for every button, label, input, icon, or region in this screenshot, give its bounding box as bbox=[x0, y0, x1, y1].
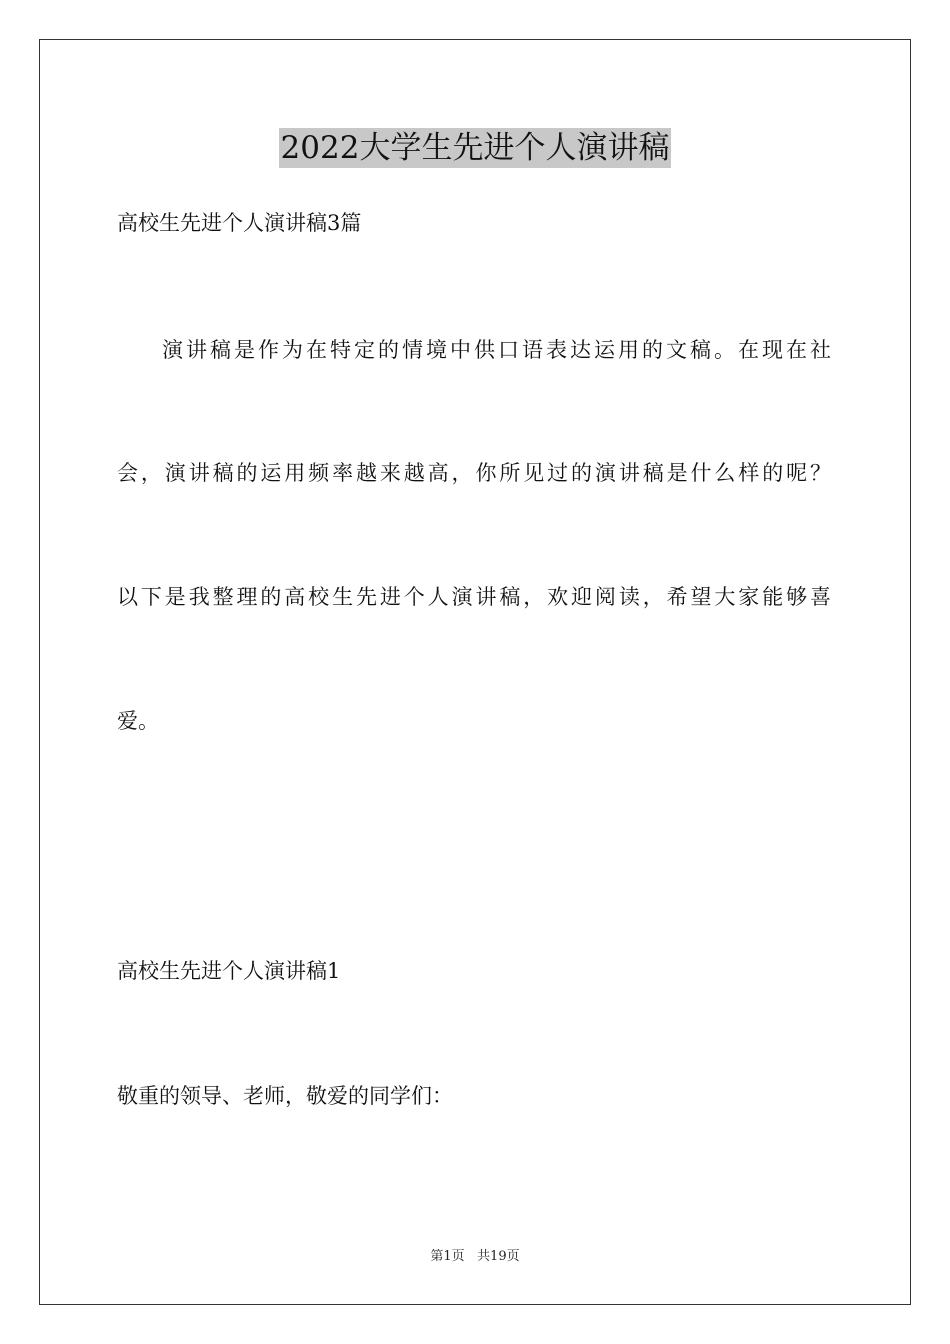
salutation: 敬重的领导、老师，敬爱的同学们： bbox=[117, 1084, 453, 1108]
section-heading: 高校生先进个人演讲稿1 bbox=[117, 959, 341, 983]
title-container bbox=[0, 128, 950, 168]
intro-line-1: 演讲稿是作为在特定的情境中供口语表达运用的文稿。在现在社 bbox=[162, 338, 831, 362]
page-footer: 第1页 共19页 bbox=[430, 1249, 520, 1264]
intro-line-3: 以下是我整理的高校生先进个人演讲稿，欢迎阅读，希望大家能够喜 bbox=[117, 585, 831, 609]
intro-line-2: 会，演讲稿的运用频率越来越高，你所见过的演讲稿是什么样的呢？ bbox=[117, 461, 831, 485]
intro-line-4: 爱。 bbox=[117, 709, 159, 733]
document-subtitle: 高校生先进个人演讲稿3篇 bbox=[117, 211, 362, 235]
document-title: 2022大学生先进个人演讲稿 bbox=[280, 130, 670, 166]
